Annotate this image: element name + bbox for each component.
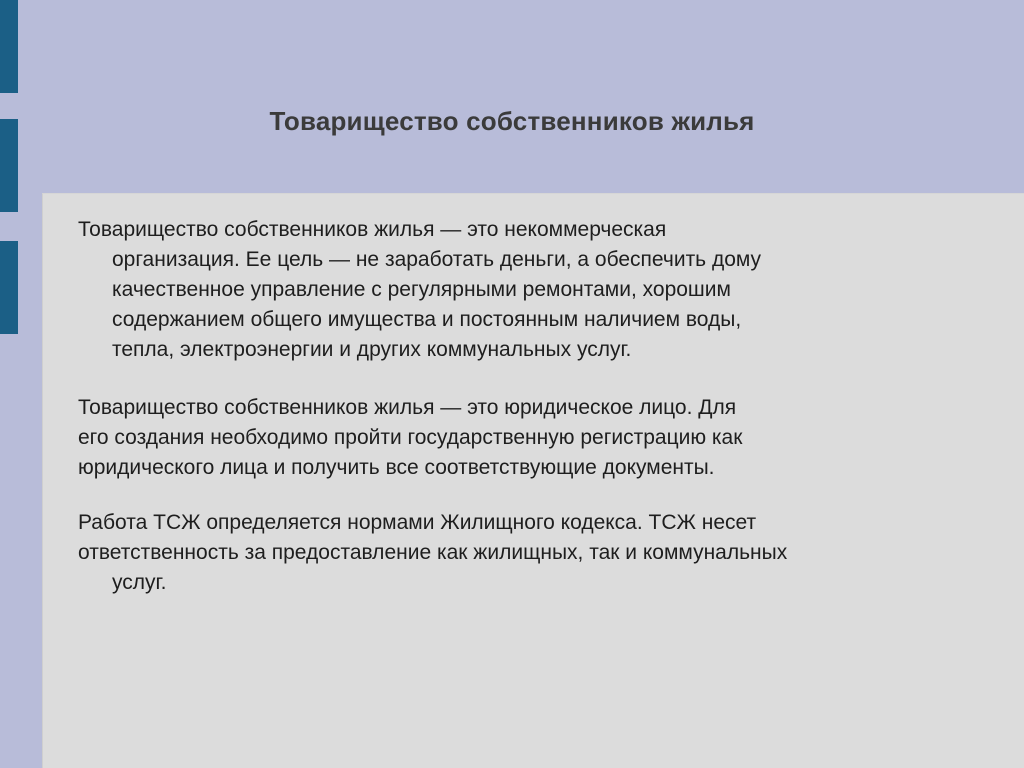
accent-bar-bottom <box>0 241 18 334</box>
paragraph-line: содержанием общего имущества и постоянным наличием воды, <box>112 308 742 331</box>
paragraph-line: качественное управление с регулярными ремонтами, хорошим <box>112 278 731 301</box>
paragraph-line: тепла, электроэнергии и других коммунальных услуг. <box>112 338 632 361</box>
paragraph-line: Работа ТСЖ определяется нормами Жилищного кодекса. ТСЖ несет <box>78 511 757 534</box>
paragraph-housing-code <box>78 508 787 598</box>
paragraph-line: его создания необходимо пройти государственную регистрацию как <box>78 426 743 449</box>
paragraph-line: услуг. <box>112 571 167 594</box>
paragraph-line: ответственность за предоставление как жилищных, так и коммунальных <box>78 541 788 564</box>
paragraph-line: Товарищество собственников жилья — это юридическое лицо. Для <box>78 396 737 419</box>
paragraph-legal-entity <box>78 393 742 483</box>
content-panel <box>42 193 1024 768</box>
paragraph-line: Товарищество собственников жилья — это некоммерческая <box>78 218 667 241</box>
accent-bar-top <box>0 0 18 93</box>
slide-title: Товарищество собственников жилья <box>269 106 755 136</box>
paragraph-definition <box>78 215 761 365</box>
paragraph-line: юридического лица и получить все соответствующие документы. <box>78 456 715 479</box>
paragraph-line: организация. Ее цель — не заработать деньги, а обеспечить дому <box>112 248 762 271</box>
